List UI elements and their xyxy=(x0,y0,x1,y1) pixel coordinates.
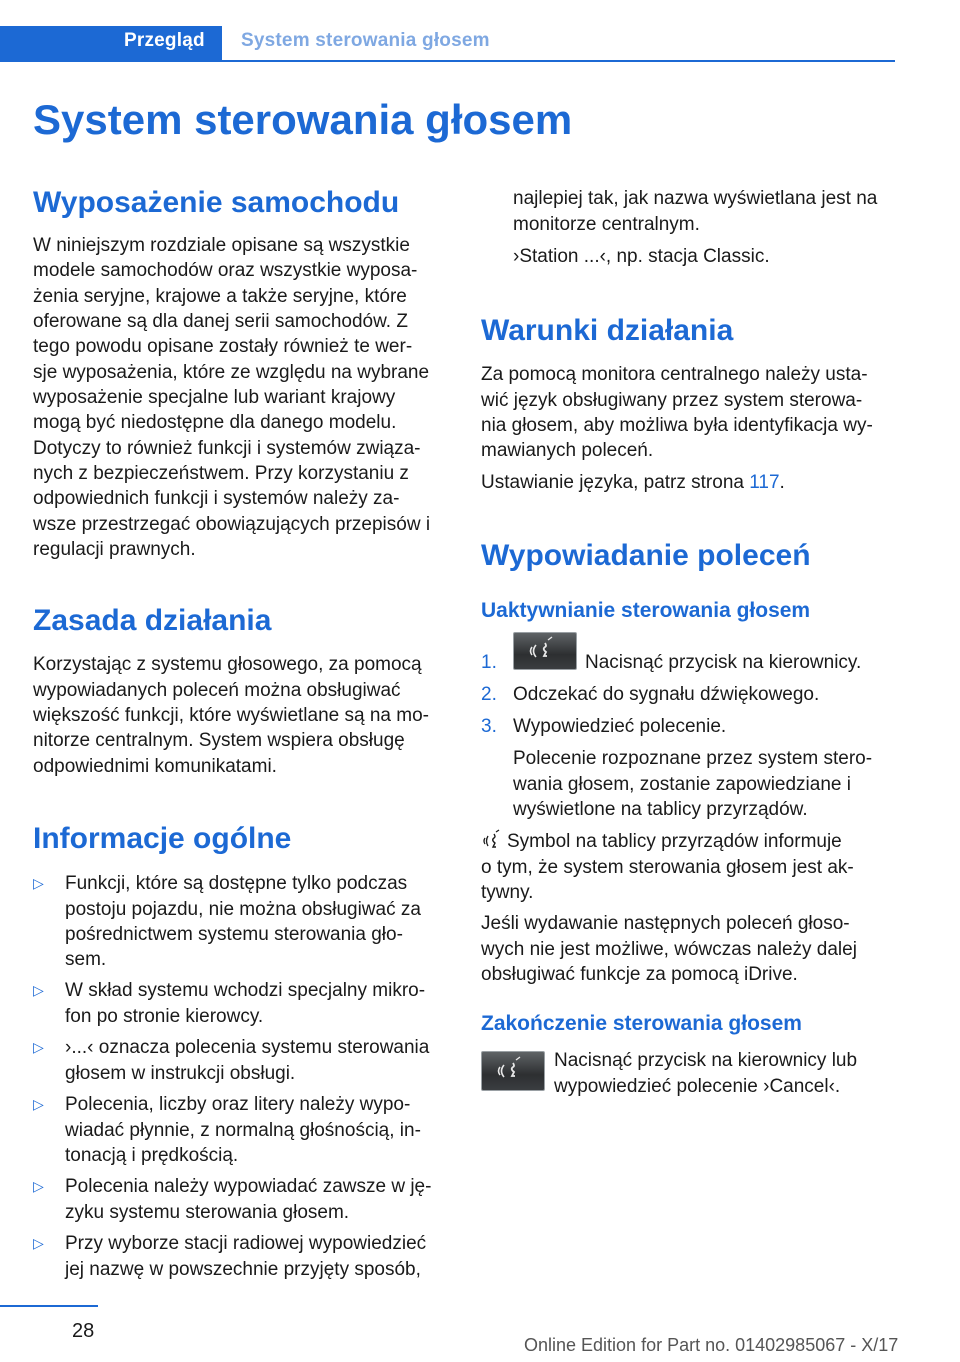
step-number: 2. xyxy=(481,684,497,705)
text-line: tonacją i prędkością. xyxy=(65,1145,239,1166)
text-line: o tym, że system sterowania głosem jest ak‐ xyxy=(481,856,854,878)
heading-wyposazenie: Wyposażenie samochodu xyxy=(33,186,400,219)
text-line: odpowiednimi komunikatami. xyxy=(33,755,277,777)
text-line: Nacisnąć przycisk na kierownicy. xyxy=(585,652,862,673)
text-line: oferowane są dla danej serii samochodów. Z xyxy=(33,311,408,332)
text-line: modele samochodów oraz wszystkie wyposa‐ xyxy=(33,260,418,281)
text-line: W niniejszym rozdziale opisane są wszystkie xyxy=(33,235,410,256)
text-line: Wypowiedzieć polecenie. xyxy=(513,716,727,737)
text-line: tywny. xyxy=(481,882,534,903)
bullet-triangle-icon: ▷ xyxy=(33,1178,44,1194)
text-line: Symbol na tablicy przyrządów informuje xyxy=(507,831,842,852)
text-line: sje wyposażenia, które ze względu na wybrane xyxy=(33,361,430,383)
text-line: żenia seryjne, krajowe a także seryjne, które xyxy=(33,285,407,307)
text-line: Przy wyborze stacji radiowej wypowiedzieć xyxy=(65,1233,427,1254)
voice-command-icon xyxy=(482,1052,544,1090)
text-line: Korzystając z systemu głosowego, za pomocą xyxy=(33,654,422,675)
text-line: Polecenia, liczby oraz litery należy wypo‐ xyxy=(65,1094,411,1115)
text-line: zyku systemu sterowania głosem. xyxy=(65,1201,350,1223)
text-line: mogą być niedostępne dla danego modelu. xyxy=(33,412,397,433)
text-line: fon po stronie kierowcy. xyxy=(65,1005,264,1027)
text-line: wania głosem, zostanie zapowiedziane i xyxy=(513,773,851,795)
bullet-triangle-icon: ▷ xyxy=(33,1235,44,1251)
header-tab[interactable]: Przegląd xyxy=(124,30,205,51)
text-line: wypowiadanych poleceń można obsługiwać xyxy=(33,679,401,701)
text-line: regulacji prawnych. xyxy=(33,539,196,560)
text-line: Funkcji, które są dostępne tylko podczas xyxy=(65,873,408,894)
page-link[interactable]: 117 xyxy=(749,472,780,493)
text-line: większość funkcji, które wyświetlane są na mo‐ xyxy=(33,705,429,726)
text-line: W skład systemu wchodzi specjalny mikro‐ xyxy=(65,980,426,1001)
voice-button-image xyxy=(513,632,577,670)
heading-zasada-dzialania: Zasada działania xyxy=(33,604,272,637)
text-line: Dotyczy to również funkcji i systemów związa‐ xyxy=(33,437,421,459)
voice-command-icon xyxy=(514,633,576,669)
step-number: 1. xyxy=(481,652,497,673)
text-line: nitorze centralnym. System wspiera obsługę xyxy=(33,730,405,751)
text-line: wyświetlone na tablicy przyrządów. xyxy=(513,799,808,820)
heading-zakonczenie: Zakończenie sterowania głosem xyxy=(481,1012,802,1035)
page-title: System sterowania głosem xyxy=(33,96,573,143)
text-line: wiadać płynnie, z normalną głośnością, in‐ xyxy=(65,1119,421,1141)
bullet-triangle-icon: ▷ xyxy=(33,1096,44,1112)
header-section-title: System sterowania głosem xyxy=(241,30,490,51)
text-line: postoju pojazdu, nie można obsługiwać za xyxy=(65,898,421,920)
text-line: wić język obsługiwany przez system sterowa‐ xyxy=(481,389,863,411)
text-line: monitorze centralnym. xyxy=(513,213,700,235)
step-number: 3. xyxy=(481,716,497,737)
heading-wypowiadanie-polecen: Wypowiadanie poleceń xyxy=(481,539,811,572)
text-line: odpowiednich funkcji i systemów należy za‐ xyxy=(33,488,400,509)
text-line: wsze przestrzegać obowiązujących przepisów i xyxy=(33,513,431,535)
heading-warunki-dzialania: Warunki działania xyxy=(481,314,734,347)
text-line: najlepiej tak, jak nazwa wyświetlana jest na xyxy=(513,188,878,209)
page-number: 28 xyxy=(72,1320,95,1342)
language-reference-text: Ustawianie języka, patrz strona xyxy=(481,472,750,493)
text-line: pośrednictwem systemu sterowania gło‐ xyxy=(65,924,403,945)
text-line: Jeśli wydawanie następnych poleceń głoso‐ xyxy=(481,913,850,934)
text-line: Polecenie rozpoznane przez system stero‐ xyxy=(513,748,873,769)
text-line: wych nie jest możliwe, wówczas należy dalej xyxy=(481,938,857,960)
heading-uaktywnianie: Uaktywnianie sterowania głosem xyxy=(481,599,811,622)
text-line: głosem w instrukcji obsługi. xyxy=(65,1062,296,1084)
text-line: ›...‹ oznacza polecenia systemu sterowania xyxy=(65,1037,430,1058)
bullet-triangle-icon: ▷ xyxy=(33,982,44,998)
text-line: obsługiwać funkcje za pomocą iDrive. xyxy=(481,964,798,985)
footer-rule xyxy=(0,1305,98,1307)
text-line: Odczekać do sygnału dźwiękowego. xyxy=(513,684,820,705)
text-line: Polecenia należy wypowiadać zawsze w ję‐ xyxy=(65,1176,432,1197)
text-line: Nacisnąć przycisk na kierownicy lub xyxy=(554,1050,858,1071)
text-line: Za pomocą monitora centralnego należy usta‐ xyxy=(481,364,868,385)
text-line: jej nazwę w powszechnie przyjęty sposób, xyxy=(65,1258,421,1280)
bullet-triangle-icon: ▷ xyxy=(33,875,44,891)
bullet-triangle-icon: ▷ xyxy=(33,1039,44,1055)
text-line: mawianych poleceń. xyxy=(481,440,654,461)
text-line: wypowiedzieć polecenie ›Cancel‹. xyxy=(554,1075,841,1097)
station-example: ›Station ...‹, np. stacja Classic. xyxy=(513,246,770,267)
text-line: nia głosem, aby możliwa była identyfikacja wy‐ xyxy=(481,415,873,436)
text-line: sem. xyxy=(65,949,107,970)
voice-active-symbol-icon xyxy=(481,829,503,851)
language-reference xyxy=(481,470,785,495)
edition-footer: Online Edition for Part no. 01402985067 - X/17 xyxy=(524,1335,899,1355)
text-line: tego powodu opisane zostały również te wer‐ xyxy=(33,336,413,357)
voice-button-image xyxy=(481,1051,545,1091)
text-line: nych z bezpieczeństwem. Przy korzystaniu z xyxy=(33,463,409,484)
text-line: wyposażenie specjalne lub wariant krajowy xyxy=(33,387,396,408)
heading-informacje-ogolne: Informacje ogólne xyxy=(33,822,292,855)
header-rule xyxy=(222,60,895,62)
language-reference-end: . xyxy=(779,472,785,493)
